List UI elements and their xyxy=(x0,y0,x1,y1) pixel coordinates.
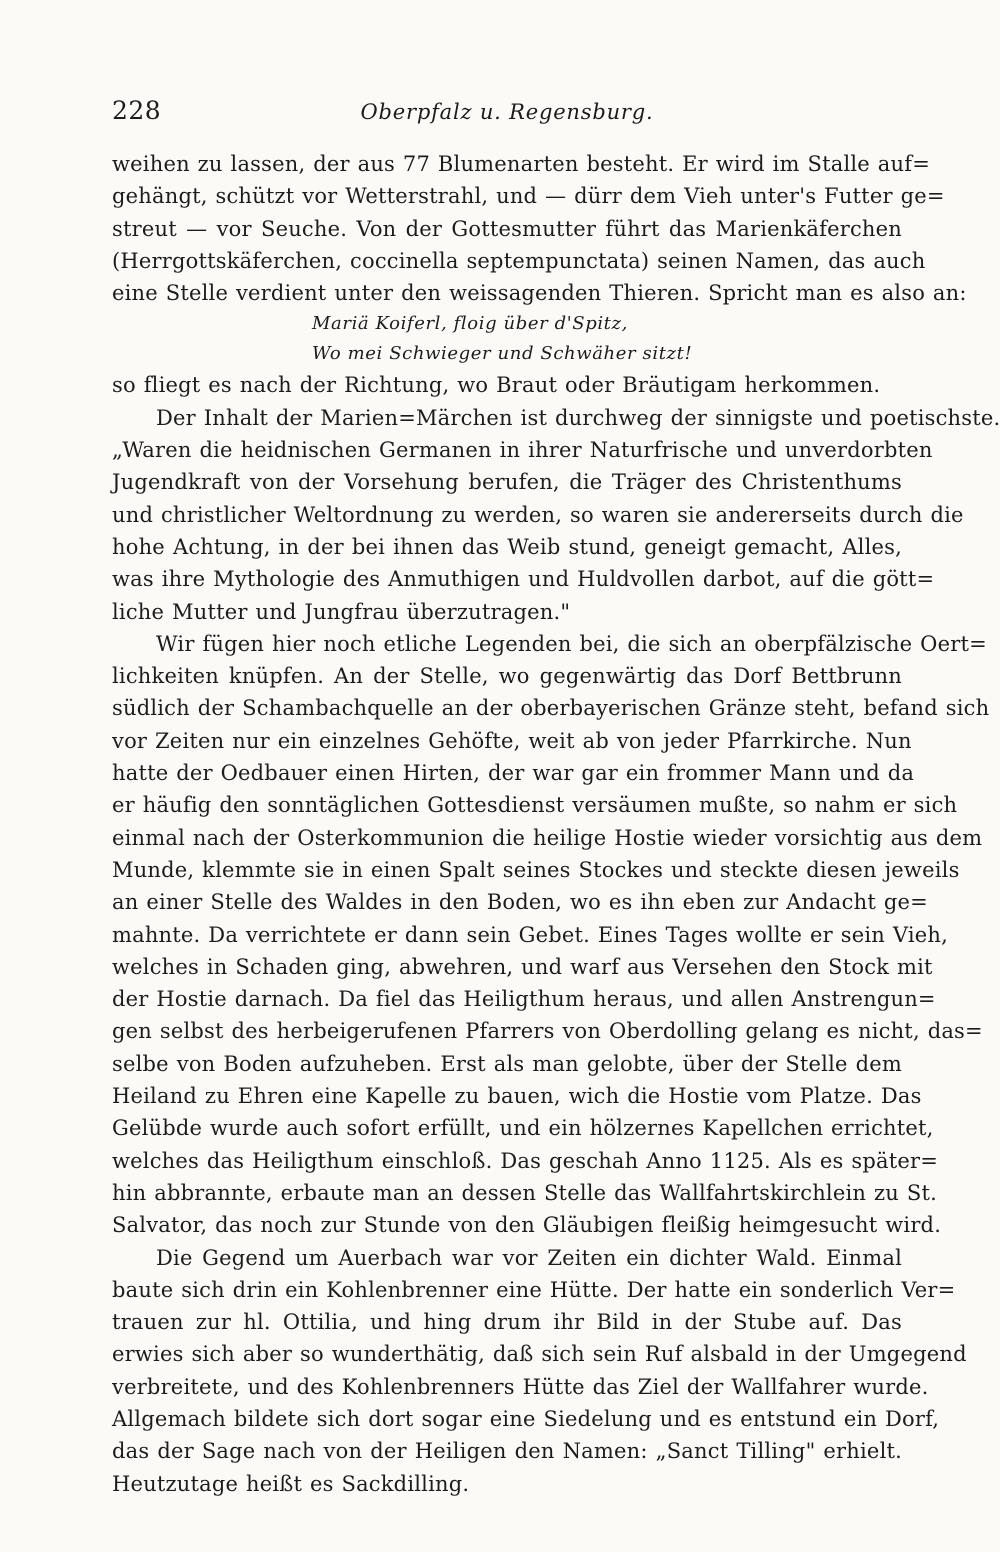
text-line: gen selbst des herbeigerufenen Pfarrers von Oberdolling gelang es nicht, das= xyxy=(112,1019,983,1044)
text-line: hin abbrannte, erbaute man an dessen Stelle das Wallfahrtskirchlein zu St. xyxy=(112,1180,937,1205)
paragraph-start-line: Der Inhalt der Marien=Märchen ist durchweg der sinnigste und poetischste. xyxy=(156,405,1000,430)
text-line: mahnte. Da verrichtete er dann sein Gebet. Eines Tages wollte er sein Vieh, xyxy=(112,922,948,947)
text-line: lichkeiten knüpfen. An der Stelle, wo gegenwärtig das Dorf Bettbrunn xyxy=(112,664,902,689)
text-line: weihen zu lassen, der aus 77 Blumenarten besteht. Er wird im Stalle auf= xyxy=(112,152,930,176)
text-line: Munde, klemmte sie in einen Spalt seines Stockes und steckte diesen jeweils xyxy=(112,857,960,882)
text-line: südlich der Schambachquelle an der oberbayerischen Gränze steht, befand sich xyxy=(112,696,990,721)
text-line: erwies sich aber so wunderthätig, daß sich sein Ruf alsbald in der Umgegend xyxy=(112,1342,967,1367)
text-line: Salvator, das noch zur Stunde von den Gläubigen fleißig heimgesucht wird. xyxy=(112,1213,942,1238)
text-line: eine Stelle verdient unter den weissagenden Thieren. Spricht man es also an: xyxy=(112,281,967,306)
paragraph-start-line: Die Gegend um Auerbach war vor Zeiten ein dichter Wald. Einmal xyxy=(156,1245,902,1270)
text-line: das der Sage nach von der Heiligen den Namen: „Sanct Tilling" erhielt. xyxy=(112,1439,902,1464)
text-line: vor Zeiten nur ein einzelnes Gehöfte, weit ab von jeder Pfarrkirche. Nun xyxy=(112,728,912,753)
text-line: Gelübde wurde auch sofort erfüllt, und ein hölzernes Kapellchen errichtet, xyxy=(112,1116,934,1141)
text-line: er häufig den sonntäglichen Gottesdienst versäumen mußte, so nahm er sich xyxy=(112,793,958,818)
text-line: Heiland zu Ehren eine Kapelle zu bauen, wich die Hostie vom Platze. Das xyxy=(112,1084,922,1109)
text-line: (Herrgottskäferchen, coccinella septempunctata) seinen Namen, das auch xyxy=(112,248,926,273)
text-line: so fliegt es nach der Richtung, wo Braut oder Bräutigam herkommen. xyxy=(112,373,881,398)
text-line: hohe Achtung, in der bei ihnen das Weib stund, geneigt gemacht, Alles, xyxy=(112,534,902,559)
text-line: „Waren die heidnischen Germanen in ihrer Naturfrische und unverdorbten xyxy=(112,438,933,463)
text-line: welches das Heiligthum einschloß. Das geschah Anno 1125. Als es später= xyxy=(112,1148,939,1173)
body-text xyxy=(112,148,1000,1500)
page-number: 228 xyxy=(112,96,162,125)
text-line: was ihre Mythologie des Anmuthigen und Huldvollen darbot, auf die gött= xyxy=(112,567,935,592)
text-line: an einer Stelle des Waldes in den Boden, wo es ihn eben zur Andacht ge= xyxy=(112,890,928,915)
verse-line: Mariä Koiferl, floig über d'Spitz, xyxy=(312,313,628,335)
text-line: welches in Schaden ging, abwehren, und warf aus Versehen den Stock mit xyxy=(112,954,933,979)
text-line: trauen zur hl. Ottilia, und hing drum ihr Bild in der Stube auf. Das xyxy=(112,1310,902,1335)
text-line: baute sich drin ein Kohlenbrenner eine Hütte. Der hatte ein sonderlich Ver= xyxy=(112,1277,956,1302)
text-line: und christlicher Weltordnung zu werden, so waren sie andererseits durch die xyxy=(112,502,964,527)
text-line: gehängt, schützt vor Wetterstrahl, und — dürr dem Vieh unter's Futter ge= xyxy=(112,184,945,209)
running-head xyxy=(112,96,902,130)
text-line: hatte der Oedbauer einen Hirten, der war gar ein frommer Mann und da xyxy=(112,761,915,786)
text-line: liche Mutter und Jungfrau überzutragen." xyxy=(112,599,571,624)
text-line: Allgemach bildete sich dort sogar eine Siedelung und es entstund ein Dorf, xyxy=(112,1406,940,1431)
text-line: einmal nach der Osterkommunion die heilige Hostie wieder vorsichtig aus dem xyxy=(112,825,983,850)
text-line: streut — vor Seuche. Von der Gottesmutter führt das Marienkäferchen xyxy=(112,216,902,241)
text-line: Jugendkraft von der Vorsehung berufen, die Träger des Christenthums xyxy=(112,470,902,495)
text-line: selbe von Boden aufzuheben. Erst als man gelobte, über der Stelle dem xyxy=(112,1051,902,1076)
text-line: Heutzutage heißt es Sackdilling. xyxy=(112,1471,470,1496)
text-line: der Hostie darnach. Da fiel das Heiligthum heraus, und allen Anstrengun= xyxy=(112,987,936,1012)
paragraph-start-line: Wir fügen hier noch etliche Legenden bei, die sich an oberpfälzische Oert= xyxy=(156,631,987,656)
verse-line: Wo mei Schwieger und Schwäher sitzt! xyxy=(312,343,693,365)
text-line: verbreitete, und des Kohlenbrenners Hütte das Ziel der Wallfahrer wurde. xyxy=(112,1374,929,1399)
running-title: Oberpfalz u. Regensburg. xyxy=(360,100,654,124)
